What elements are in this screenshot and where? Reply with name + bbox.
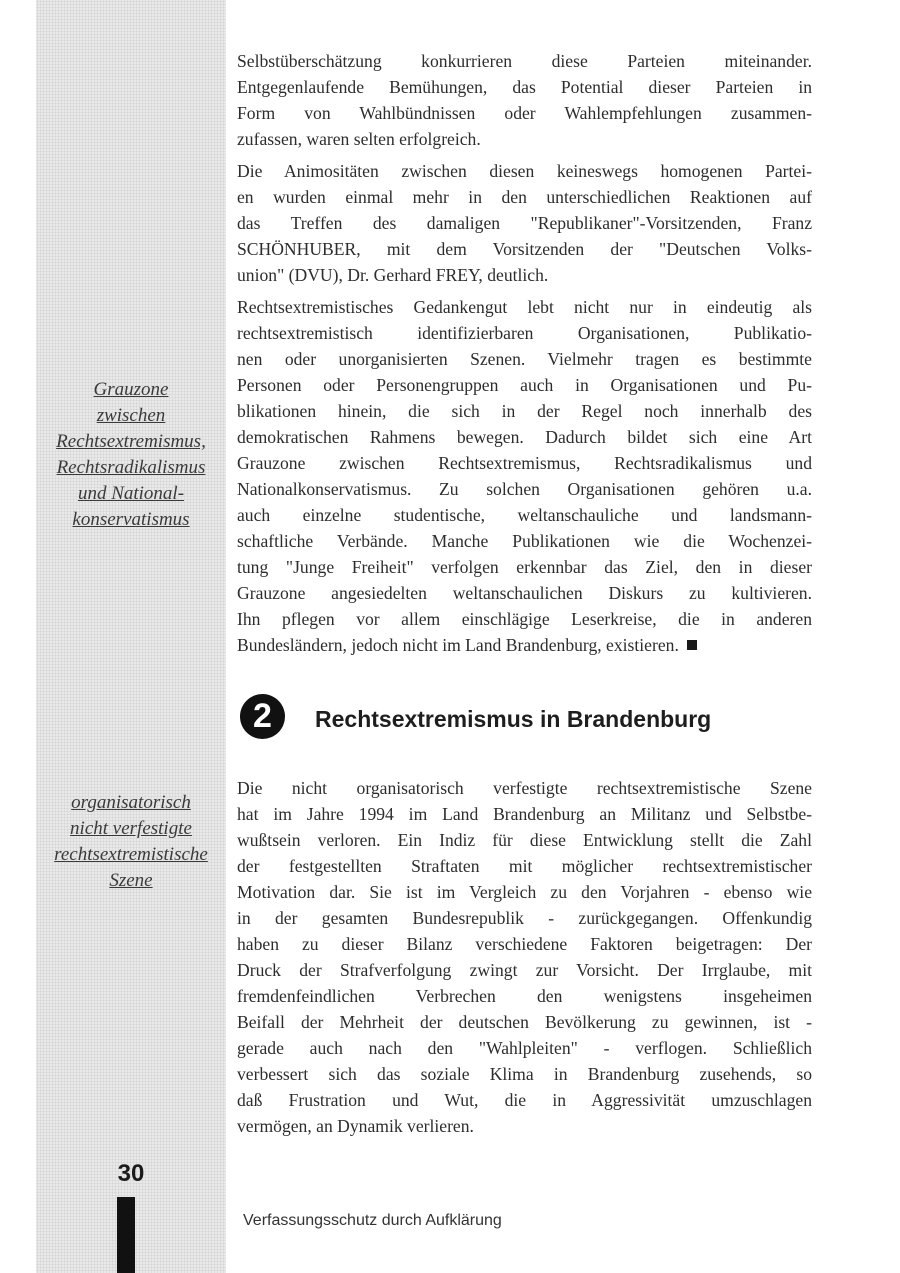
text-line [237, 905, 812, 931]
text-line [237, 528, 812, 554]
text-line [237, 236, 812, 262]
text-line [237, 424, 812, 450]
paragraph [237, 48, 812, 152]
text-line-content: auch einzelne studentische, weltanschauliche und landsmann- [237, 505, 812, 525]
section-number-badge: 2 [240, 694, 285, 739]
text-line [237, 983, 812, 1009]
text-line-content: Nationalkonservatismus. Zu solchen Organisationen gehören u.a. [237, 479, 812, 499]
text-line-content: SCHÖNHUBER, mit dem Vorsitzenden der "Deutschen Volks- [237, 239, 812, 259]
text-line-content: verbessert sich das soziale Klima in Brandenburg zusehends, so [237, 1064, 812, 1084]
margin-note-line: konservatismus [72, 509, 190, 530]
text-line-content: en wurden einmal mehr in den unterschiedlichen Reaktionen auf [237, 187, 812, 207]
text-line-content: Die nicht organisatorisch verfestigte rechtsextremistische Szene [237, 778, 812, 798]
text-line-content: Form von Wahlbündnissen oder Wahlempfehlungen zusammen- [237, 103, 812, 123]
end-of-article-square-icon [687, 640, 697, 650]
text-line [237, 1061, 812, 1087]
text-line-content: Die Animositäten zwischen diesen keineswegs homogenen Partei- [237, 161, 812, 181]
text-line-content: daß Frustration und Wut, die in Aggressivität umzuschlagen [237, 1090, 812, 1110]
text-line [237, 827, 812, 853]
text-line-content: der festgestellten Straftaten mit möglicher rechtsextremistischer [237, 856, 812, 876]
paragraph [237, 294, 812, 658]
margin-note-line: rechtsextremistische [54, 844, 208, 865]
text-line-content: Bundesländern, jedoch nicht im Land Brandenburg, existieren. [237, 635, 679, 655]
sidebar-margin [36, 0, 226, 1273]
text-line [237, 48, 812, 74]
text-line [237, 632, 812, 658]
margin-note-line: zwischen [96, 405, 166, 426]
text-line-content: blikationen hinein, die sich in der Regel noch innerhalb des [237, 401, 812, 421]
text-line [237, 74, 812, 100]
text-line-content: gerade auch nach den "Wahlpleiten" - verflogen. Schließlich [237, 1038, 812, 1058]
text-line [237, 502, 812, 528]
text-line [237, 879, 812, 905]
text-line [237, 450, 812, 476]
text-line-content: haben zu dieser Bilanz verschiedene Faktoren beigetragen: Der [237, 934, 812, 954]
text-line-content: Ihn pflegen vor allem einschlägige Leserkreise, die in anderen [237, 609, 812, 629]
text-line [237, 126, 812, 152]
text-line [237, 1113, 812, 1139]
text-line [237, 957, 812, 983]
section-heading [240, 692, 840, 742]
margin-note-szene [36, 790, 226, 894]
text-line-content: vermögen, an Dynamik verlieren. [237, 1116, 474, 1136]
text-line [237, 580, 812, 606]
margin-note-line: nicht verfestigte [70, 818, 192, 839]
text-line [237, 100, 812, 126]
body-text-block-1 [237, 48, 812, 664]
text-line-content: tung "Junge Freiheit" verfolgen erkennbar das Ziel, den in dieser [237, 557, 812, 577]
margin-note-line: organisatorisch [71, 792, 191, 813]
margin-note-line: Grauzone [93, 379, 169, 400]
text-line [237, 1035, 812, 1061]
text-line [237, 606, 812, 632]
text-line [237, 372, 812, 398]
text-line [237, 158, 812, 184]
text-line-content: wußtsein verloren. Ein Indiz für diese Entwicklung stellt die Zahl [237, 830, 812, 850]
body-text-block-2 [237, 775, 812, 1145]
text-line [237, 1009, 812, 1035]
text-line [237, 853, 812, 879]
text-line-content: fremdenfeindlichen Verbrechen den wenigstens insgeheimen [237, 986, 812, 1006]
text-line [237, 1087, 812, 1113]
text-line-content: Beifall der Mehrheit der deutschen Bevölkerung zu gewinnen, ist - [237, 1012, 812, 1032]
text-line [237, 262, 812, 288]
text-line-content: rechtsextremistisch identifizierbaren Organisationen, Publikatio- [237, 323, 812, 343]
text-line [237, 210, 812, 236]
text-line-content: union" (DVU), Dr. Gerhard FREY, deutlich. [237, 265, 549, 285]
margin-note-line: Rechtsextremismus, [56, 431, 206, 452]
section-title: Rechtsextremismus in Brandenburg [315, 706, 712, 732]
text-line [237, 554, 812, 580]
paragraph [237, 158, 812, 288]
text-line-content: hat im Jahre 1994 im Land Brandenburg an Militanz und Selbstbe- [237, 804, 812, 824]
text-line [237, 398, 812, 424]
text-line-content: das Treffen des damaligen "Republikaner"-Vorsitzenden, Franz [237, 213, 812, 233]
text-line-content: Motivation dar. Sie ist im Vergleich zu den Vorjahren - ebenso wie [237, 882, 812, 902]
margin-note-line: Szene [109, 870, 153, 891]
text-line-content: Druck der Strafverfolgung zwingt zur Vorsicht. Der Irrglaube, mit [237, 960, 812, 980]
text-line-content: Personen oder Personengruppen auch in Organisationen und Pu- [237, 375, 812, 395]
text-line-content: Grauzone angesiedelten weltanschaulichen Diskurs zu kultivieren. [237, 583, 812, 603]
text-line [237, 346, 812, 372]
text-line [237, 801, 812, 827]
page-number: 30 [117, 1160, 145, 1187]
text-line-content: zufassen, waren selten erfolgreich. [237, 129, 481, 149]
text-line-content: Rechtsextremistisches Gedankengut lebt nicht nur in eindeutig als [237, 297, 812, 317]
text-line-content: demokratischen Rahmens bewegen. Dadurch bildet sich eine Art [237, 427, 812, 447]
page-number-bar [117, 1197, 135, 1273]
text-line-content: Selbstüberschätzung konkurrieren diese Parteien miteinander. [237, 51, 812, 71]
paragraph [237, 775, 812, 1139]
text-line-content: Entgegenlaufende Bemühungen, das Potential dieser Parteien in [237, 77, 812, 97]
text-line-content: in der gesamten Bundesrepublik - zurückgegangen. Offenkundig [237, 908, 812, 928]
text-line-content: Grauzone zwischen Rechtsextremismus, Rechtsradikalismus und [237, 453, 812, 473]
text-line [237, 184, 812, 210]
text-line [237, 476, 812, 502]
margin-note-line: und National- [77, 483, 185, 504]
text-line-content: nen oder unorganisierten Szenen. Vielmehr tragen es bestimmte [237, 349, 812, 369]
text-line [237, 775, 812, 801]
margin-note-line: Rechtsradikalismus [56, 457, 206, 478]
text-line-content: schaftliche Verbände. Manche Publikationen wie die Wochenzei- [237, 531, 812, 551]
text-line [237, 294, 812, 320]
text-line [237, 320, 812, 346]
page-footer: Verfassungsschutz durch Aufklärung [243, 1212, 502, 1229]
margin-note-grauzone [36, 377, 226, 533]
text-line [237, 931, 812, 957]
